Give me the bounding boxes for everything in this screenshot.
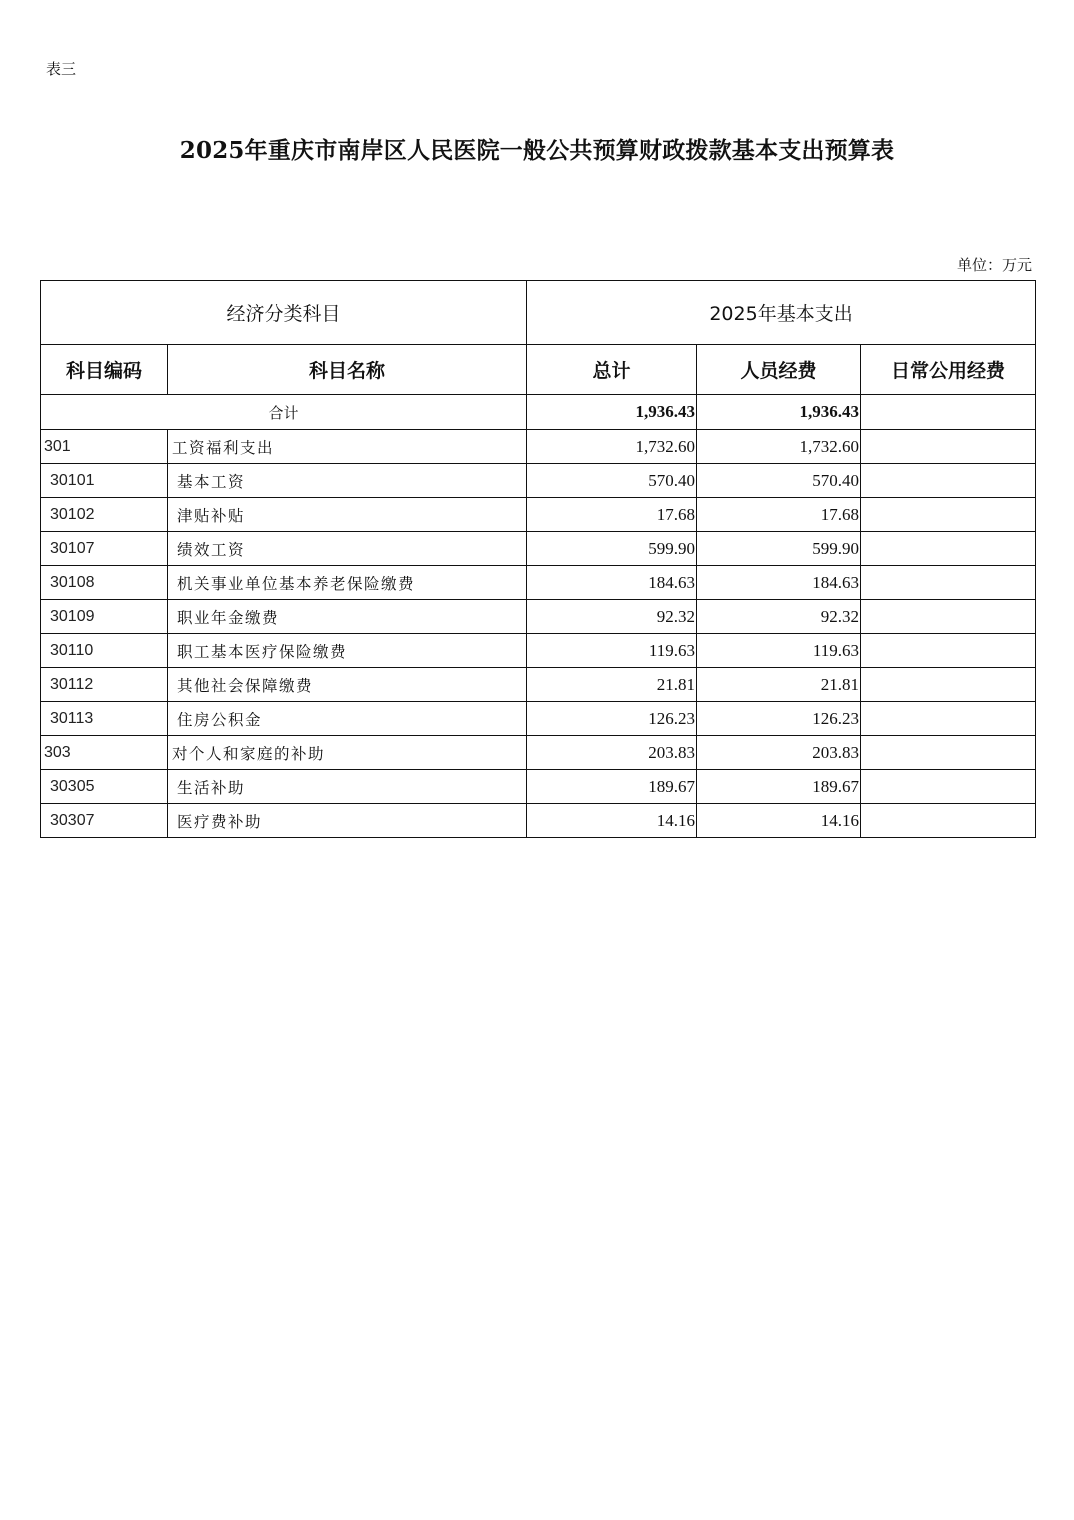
row-public bbox=[861, 464, 1036, 498]
table-row bbox=[41, 668, 1036, 702]
row-public bbox=[861, 634, 1036, 668]
row-code: 30109 bbox=[41, 600, 168, 634]
row-code: 30101 bbox=[41, 464, 168, 498]
row-public bbox=[861, 804, 1036, 838]
row-personnel: 119.63 bbox=[697, 634, 861, 668]
row-total: 203.83 bbox=[527, 736, 697, 770]
row-code: 30107 bbox=[41, 532, 168, 566]
row-personnel: 599.90 bbox=[697, 532, 861, 566]
total-amount: 1,936.43 bbox=[527, 395, 697, 430]
header-column-row bbox=[41, 345, 1036, 395]
row-name: 职业年金缴费 bbox=[168, 600, 527, 634]
row-personnel: 14.16 bbox=[697, 804, 861, 838]
row-name: 工资福利支出 bbox=[168, 430, 527, 464]
row-total: 599.90 bbox=[527, 532, 697, 566]
row-public bbox=[861, 702, 1036, 736]
total-label: 合计 bbox=[41, 395, 527, 430]
table-row bbox=[41, 600, 1036, 634]
row-code: 30108 bbox=[41, 566, 168, 600]
row-code: 303 bbox=[41, 736, 168, 770]
row-code: 30110 bbox=[41, 634, 168, 668]
row-personnel: 189.67 bbox=[697, 770, 861, 804]
table-body bbox=[41, 395, 1036, 838]
unit-label: 单位：万元 bbox=[956, 256, 1032, 274]
table-row bbox=[41, 430, 1036, 464]
row-name: 对个人和家庭的补助 bbox=[168, 736, 527, 770]
total-row bbox=[41, 395, 1036, 430]
row-code: 30102 bbox=[41, 498, 168, 532]
row-name: 其他社会保障缴费 bbox=[168, 668, 527, 702]
header-economic-category: 经济分类科目 bbox=[41, 281, 527, 345]
row-total: 189.67 bbox=[527, 770, 697, 804]
table-row bbox=[41, 634, 1036, 668]
row-personnel: 21.81 bbox=[697, 668, 861, 702]
page-title: 2025年重庆市南岸区人民医院一般公共预算财政拨款基本支出预算表 bbox=[179, 137, 895, 164]
row-public bbox=[861, 532, 1036, 566]
row-name: 绩效工资 bbox=[168, 532, 527, 566]
row-name: 职工基本医疗保险缴费 bbox=[168, 634, 527, 668]
table-row bbox=[41, 702, 1036, 736]
row-name: 基本工资 bbox=[168, 464, 527, 498]
table-row bbox=[41, 566, 1036, 600]
row-public bbox=[861, 736, 1036, 770]
row-personnel: 1,732.60 bbox=[697, 430, 861, 464]
row-public bbox=[861, 430, 1036, 464]
total-personnel: 1,936.43 bbox=[697, 395, 861, 430]
row-personnel: 92.32 bbox=[697, 600, 861, 634]
row-name: 住房公积金 bbox=[168, 702, 527, 736]
table-row bbox=[41, 736, 1036, 770]
table-row bbox=[41, 770, 1036, 804]
row-code: 30305 bbox=[41, 770, 168, 804]
row-code: 30307 bbox=[41, 804, 168, 838]
header-personnel: 人员经费 bbox=[697, 345, 861, 395]
row-total: 119.63 bbox=[527, 634, 697, 668]
row-code: 30113 bbox=[41, 702, 168, 736]
row-public bbox=[861, 566, 1036, 600]
row-name: 医疗费补助 bbox=[168, 804, 527, 838]
row-public bbox=[861, 770, 1036, 804]
row-total: 1,732.60 bbox=[527, 430, 697, 464]
row-name: 机关事业单位基本养老保险缴费 bbox=[168, 566, 527, 600]
table-row bbox=[41, 804, 1036, 838]
row-personnel: 17.68 bbox=[697, 498, 861, 532]
table-row bbox=[41, 498, 1036, 532]
row-personnel: 203.83 bbox=[697, 736, 861, 770]
row-total: 92.32 bbox=[527, 600, 697, 634]
header-name: 科目名称 bbox=[168, 345, 527, 395]
table-number-label: 表三 bbox=[46, 60, 77, 78]
budget-table bbox=[40, 280, 1036, 838]
row-public bbox=[861, 668, 1036, 702]
row-total: 126.23 bbox=[527, 702, 697, 736]
row-code: 301 bbox=[41, 430, 168, 464]
row-public bbox=[861, 600, 1036, 634]
table-row bbox=[41, 464, 1036, 498]
row-total: 184.63 bbox=[527, 566, 697, 600]
row-total: 21.81 bbox=[527, 668, 697, 702]
row-personnel: 126.23 bbox=[697, 702, 861, 736]
total-public bbox=[861, 395, 1036, 430]
row-public bbox=[861, 498, 1036, 532]
row-code: 30112 bbox=[41, 668, 168, 702]
row-name: 生活补助 bbox=[168, 770, 527, 804]
header-group-row bbox=[41, 281, 1036, 345]
header-total: 总计 bbox=[527, 345, 697, 395]
header-public: 日常公用经费 bbox=[861, 345, 1036, 395]
row-total: 14.16 bbox=[527, 804, 697, 838]
table-row bbox=[41, 532, 1036, 566]
row-name: 津贴补贴 bbox=[168, 498, 527, 532]
row-total: 17.68 bbox=[527, 498, 697, 532]
header-basic-expenditure: 2025年基本支出 bbox=[527, 281, 1036, 345]
header-code: 科目编码 bbox=[41, 345, 168, 395]
row-personnel: 184.63 bbox=[697, 566, 861, 600]
row-total: 570.40 bbox=[527, 464, 697, 498]
row-personnel: 570.40 bbox=[697, 464, 861, 498]
